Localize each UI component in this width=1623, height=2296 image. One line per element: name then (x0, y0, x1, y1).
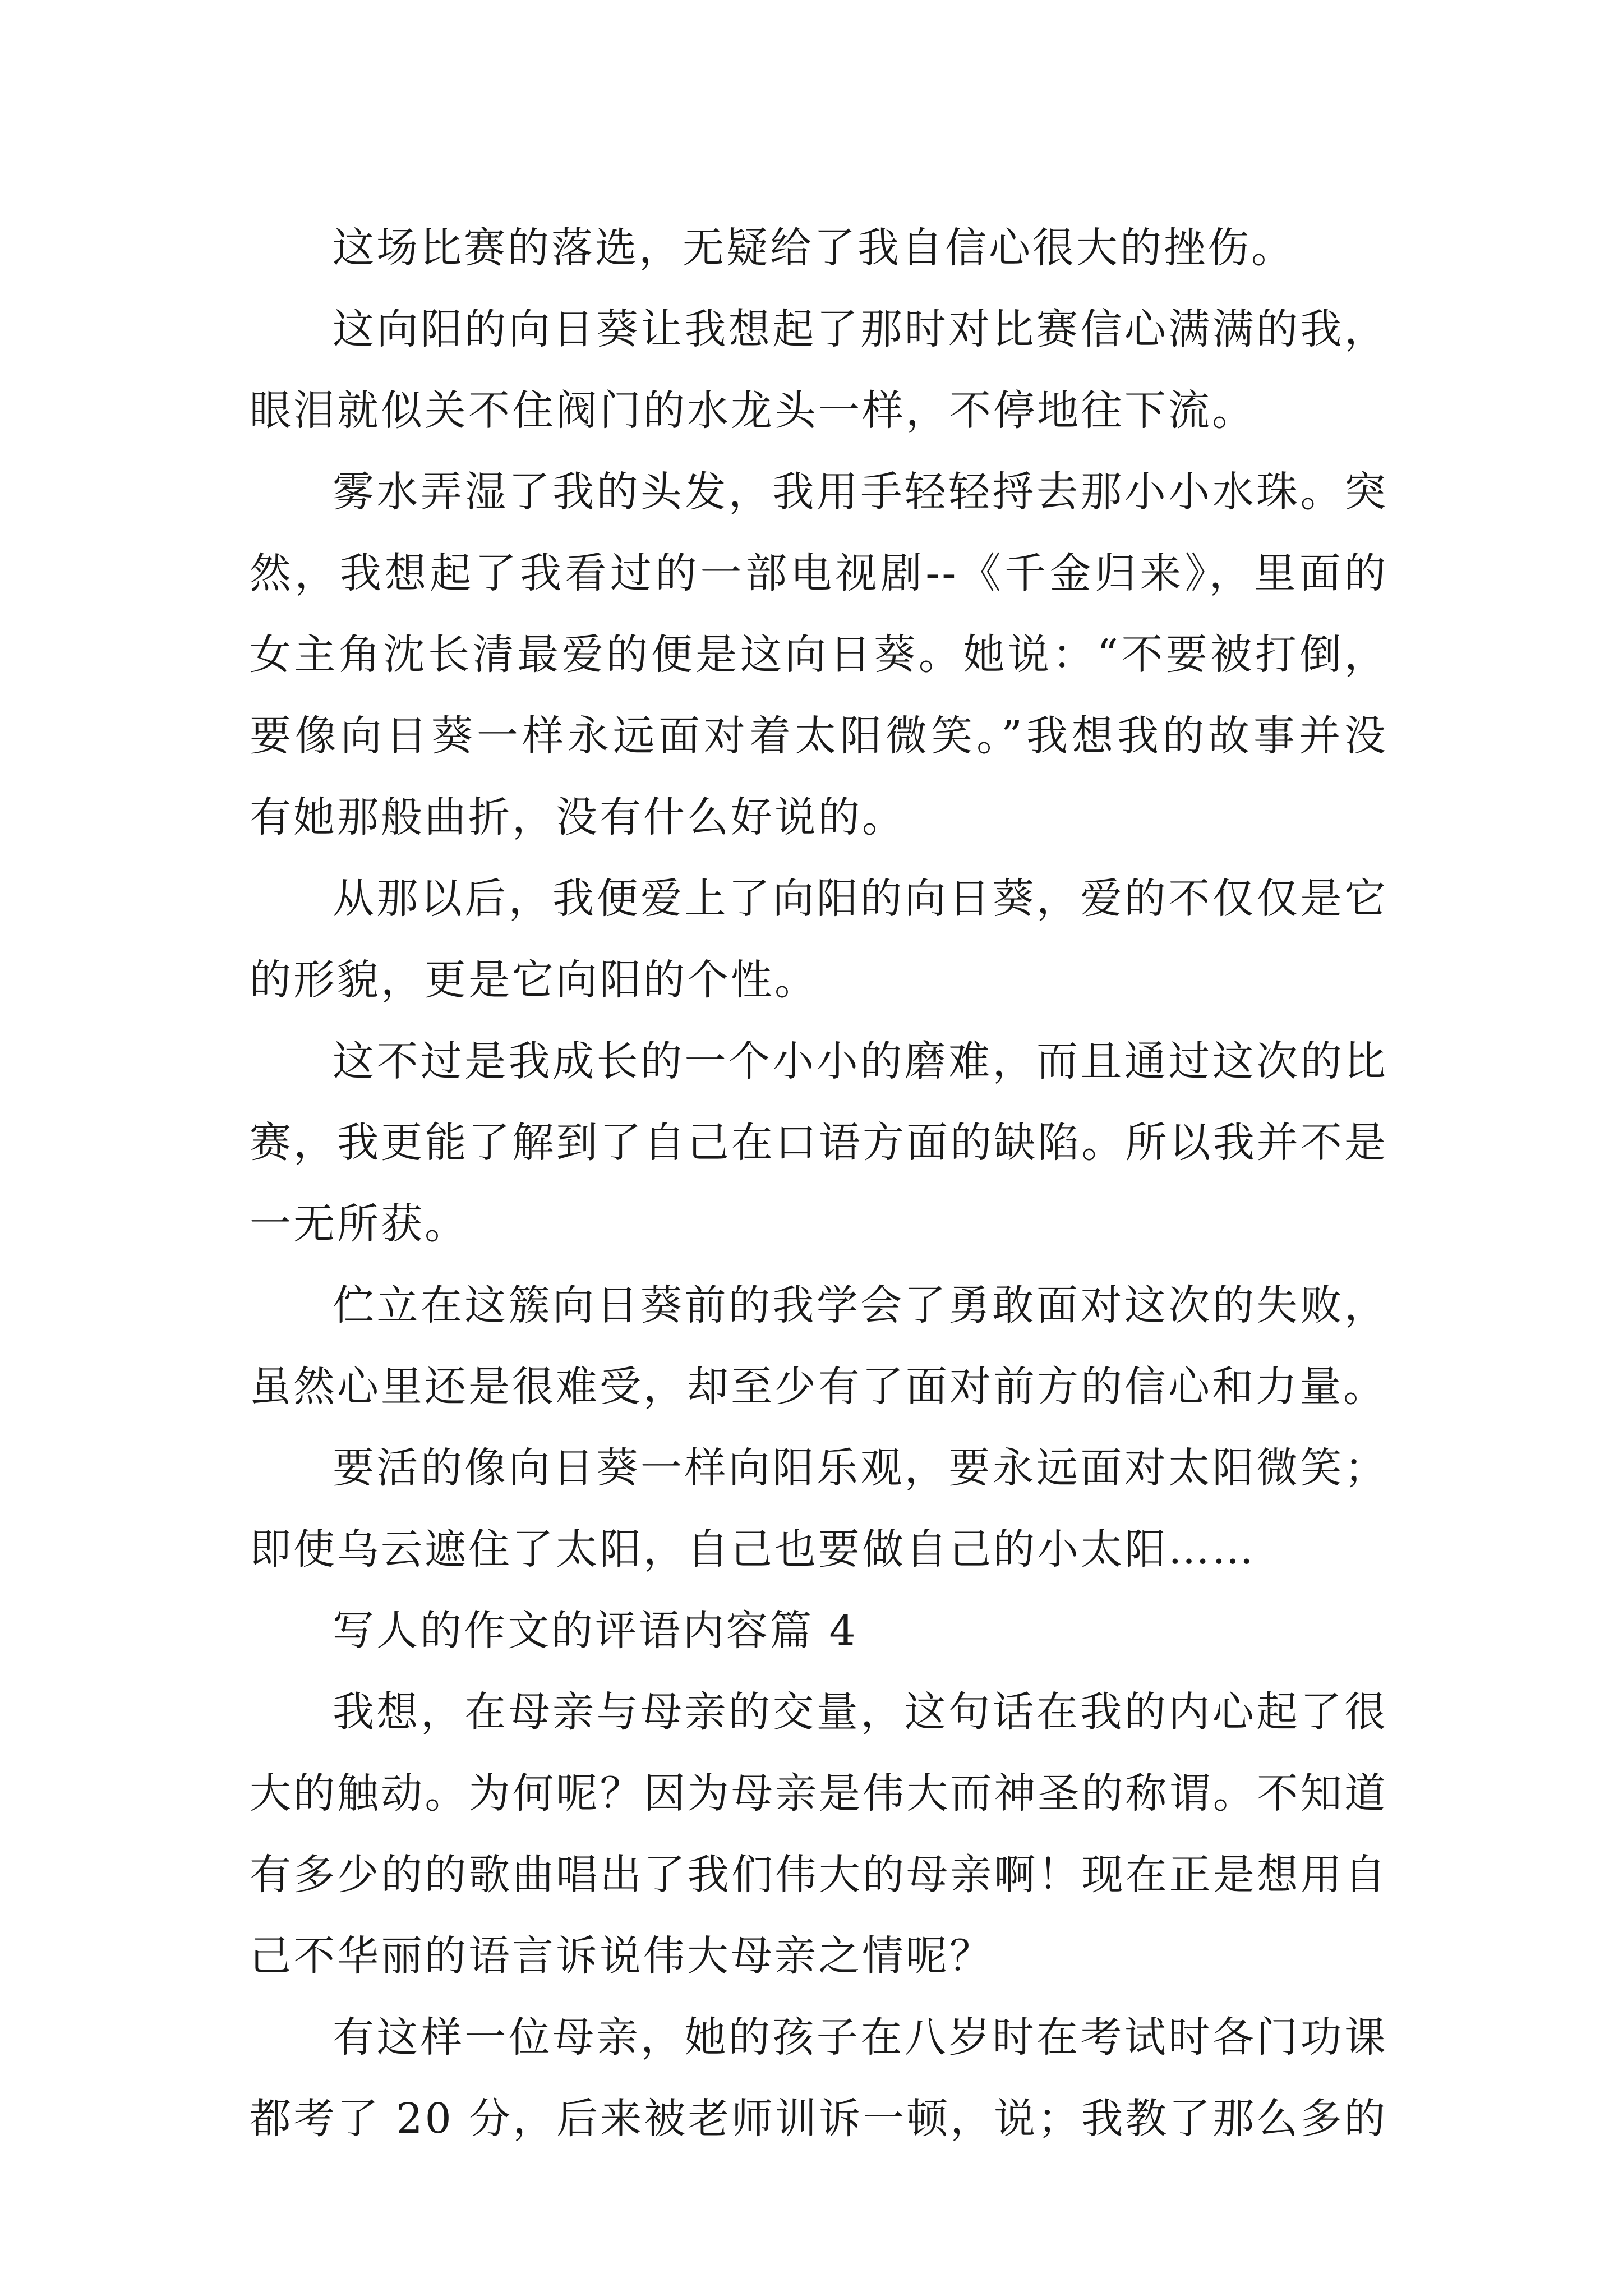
paragraph: 从那以后，我便爱上了向阳的向日葵，爱的不仅仅是它的形貌，更是它向阳的个性。 (250, 875, 1388, 1004)
paragraph: 我想，在母亲与母亲的交量，这句话在我的内心起了很大的触动。为何呢？因为母亲是伟大而神圣的称谓。不知道有多少的的歌曲唱出了我们伟大的母亲啊！现在正是想用自己不华丽的语言诉说伟大母亲之情呢？ (250, 1688, 1388, 1980)
section-heading: 写人的作文的评语内容篇 4 (333, 1607, 858, 1655)
paragraph: 这向阳的向日葵让我想起了那时对比赛信心满满的我，眼泪就似关不住阀门的水龙头一样，不停地往下流。 (250, 305, 1388, 435)
paragraph: 要活的像向日葵一样向阳乐观，要永远面对太阳微笑；即使乌云遮住了太阳，自己也要做自己的小太阳…… (250, 1444, 1388, 1573)
paragraph: 这场比赛的落选，无疑给了我自信心很大的挫伤。 (333, 224, 1295, 272)
paragraph: 伫立在这簇向日葵前的我学会了勇敢面对这次的失败，虽然心里还是很难受，却至少有了面对前方的信心和力量。 (250, 1281, 1388, 1411)
paragraph: 这不过是我成长的一个小小的磨难，而且通过这次的比赛，我更能了解到了自己在口语方面的缺陷。所以我并不是一无所获。 (250, 1037, 1388, 1248)
paragraph: 雾水弄湿了我的头发，我用手轻轻捋去那小小水珠。突然，我想起了我看过的一部电视剧--《千金归来》，里面的女主角沈长清最爱的便是这向日葵。她说：“不要被打倒，要像向日葵一样永远面对着太阳微笑。”我想我的故事并没有她那般曲折，没有什么好说的。 (250, 468, 1388, 841)
paragraph: 有这样一位母亲，她的孩子在八岁时在考试时各门功课都考了 20 分，后来被老师训诉一顿，说；我教了那么多的 (250, 2013, 1388, 2143)
document-body (250, 208, 1388, 2160)
